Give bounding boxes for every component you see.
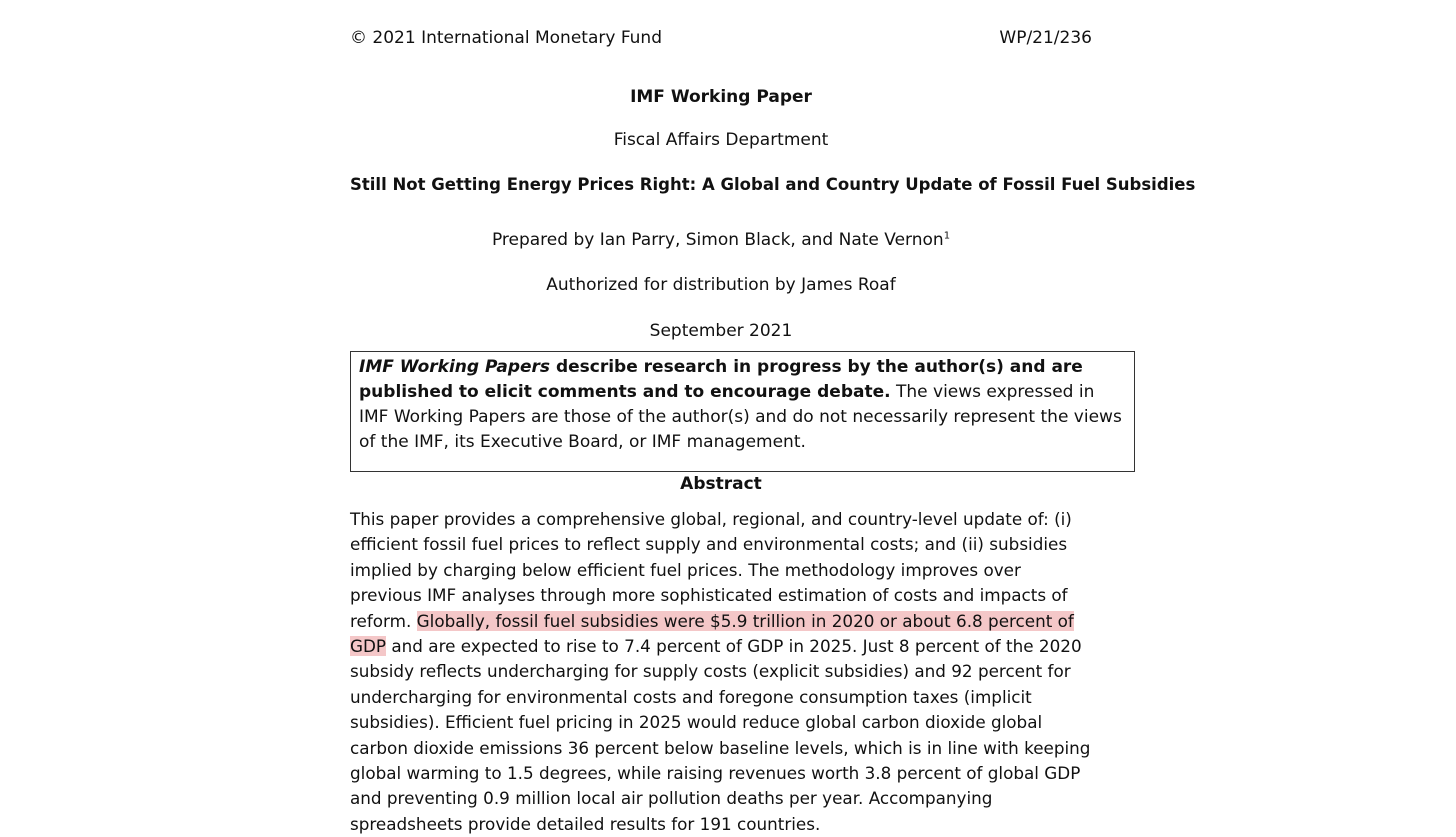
publication-date: September 2021 [649, 321, 793, 341]
disclaimer-bold-text: describe research in progress by the author(s) and are published to elicit comments and to encourage debate. [359, 357, 1083, 402]
authors-line [350, 228, 1092, 252]
abstract-text-after: and are expected to rise to 7.4 percent of GDP in 2025. Just 8 percent of the 2020 subsidy reflects undercharging for supply costs (explicit subsidies) and 92 percent for undercharging for environmental costs and foregone consumption taxes (implicit subsidies). Efficient fuel pricing in 2025 would reduce global carbon dioxide global carbon dioxide emissions 36 percent below baseline levels, which is in line with keeping global warming to 1.5 degrees, while raising revenues worth 3.8 percent of global GDP and preventing 0.9 million local air pollution deaths per year. Accompanying spreadsheets provide detailed results for 191 countries. [350, 636, 1091, 834]
abstract-text-before: This paper provides a comprehensive global, regional, and country-level update of: (i) efficient fossil fuel prices to reflect supply and environmental costs; and (ii) subsidies implied by charging below efficient fuel prices. The methodology improves over previous IMF analyses through more sophisticated estimation of costs and impacts of reform. [350, 509, 1072, 631]
department-name: Fiscal Affairs Department [613, 130, 829, 150]
page-header [350, 26, 1092, 50]
disclaimer-box [350, 351, 1135, 472]
disclaimer-plain-text: The views expressed in IMF Working Papers are those of the author(s) and do not necessarily represent the views of the IMF, its Executive Board, or IMF management. [359, 382, 1122, 452]
copyright-notice: © 2021 International Monetary Fund [350, 28, 663, 48]
paper-title: Still Not Getting Energy Prices Right: A Global and Country Update of Fossil Fuel Subsidies [350, 175, 1196, 194]
abstract-heading: Abstract [680, 474, 762, 494]
working-paper-number: WP/21/236 [999, 28, 1092, 48]
series-title: IMF Working Paper [630, 87, 812, 107]
abstract-body [350, 507, 1092, 837]
highlighted-passage[interactable]: Globally, fossil fuel subsidies were $5.9 trillion in 2020 or about 6.8 percent of GDP [350, 610, 1074, 657]
authorization-line: Authorized for distribution by James Roaf [546, 275, 896, 295]
disclaimer-italic-lead: IMF Working Papers [359, 357, 551, 377]
footnote-marker[interactable]: 1 [943, 230, 951, 242]
authors-text: Prepared by Ian Parry, Simon Black, and Nate Vernon [491, 230, 944, 250]
document-page [350, 0, 1196, 834]
